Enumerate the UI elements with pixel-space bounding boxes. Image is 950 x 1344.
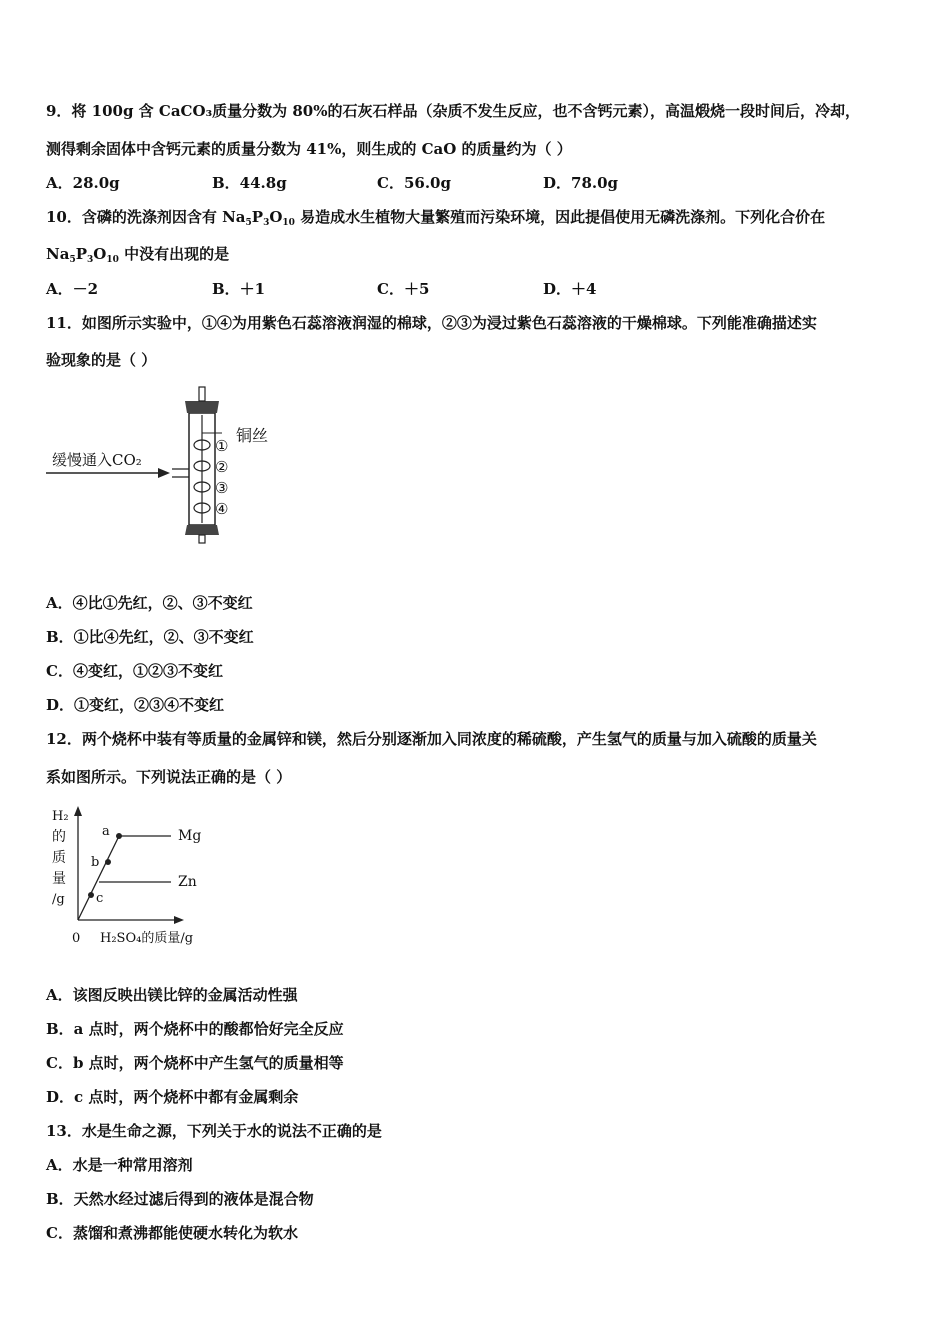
y-label-de: 的 — [52, 829, 66, 845]
y-label-liang: 量 — [52, 871, 66, 887]
q10-stem-line2: $Na_5P_3O_{10}$ 中没有出现的是 — [46, 245, 230, 265]
q11-stem-line2: 验现象的是（ ） — [46, 351, 157, 369]
inlet-arrow-icon — [158, 468, 170, 478]
ball-label-1: ① — [215, 437, 229, 455]
q11-option-a: A．④比①先红，②、③不变红 — [46, 594, 253, 612]
q11-stem-line1: 11．如图所示实验中，①④为用紫色石蕊溶液润湿的棉球，②③为浸过紫色石蕊溶液的干燥棉球。下列能准确描述实 — [46, 314, 817, 332]
q9-option-a: A．28.0g — [46, 174, 120, 192]
q11-option-c: C．④变红，①②③不变红 — [46, 662, 223, 680]
q9-option-c: C．56.0g — [377, 174, 451, 192]
origin-label: 0 — [72, 931, 81, 946]
y-label-unit: /g — [52, 892, 65, 907]
point-label-b: b — [91, 855, 100, 870]
q13-option-a: A．水是一种常用溶剂 — [46, 1156, 193, 1174]
y-label-h2: H₂ — [52, 809, 69, 824]
point-label-c: c — [96, 891, 104, 906]
point-b — [105, 859, 111, 865]
q9-stem-line2: 测得剩余固体中含钙元素的质量分数为 41%，则生成的 CaO 的质量约为（ ） — [46, 140, 572, 158]
q12-option-d: D．c 点时，两个烧杯中都有金属剩余 — [46, 1088, 299, 1106]
q13-option-c: C．蒸馏和煮沸都能使硬水转化为软水 — [46, 1224, 298, 1242]
q12-stem-line1: 12．两个烧杯中装有等质量的金属锌和镁，然后分别逐渐加入同浓度的稀硫酸，产生氢气的质量与加入硫酸的质量关 — [46, 730, 817, 748]
ball-label-2: ② — [215, 458, 229, 476]
q12-hydrogen-chart — [46, 800, 226, 950]
ball-label-3: ③ — [215, 479, 229, 497]
series-label-zn: Zn — [178, 874, 197, 890]
top-stopper — [185, 401, 219, 413]
y-axis-arrow-icon — [74, 806, 82, 816]
shared-rise-line — [78, 836, 119, 920]
point-a — [116, 833, 122, 839]
q10-option-b: B．＋1 — [212, 280, 266, 298]
point-c — [88, 892, 94, 898]
q11-option-d: D．①变红，②③④不变红 — [46, 696, 225, 714]
q9-option-b: B．44.8g — [212, 174, 287, 192]
q10-option-a: A．－2 — [46, 280, 99, 298]
q11-option-b: B．①比④先红，②、③不变红 — [46, 628, 254, 646]
q11-apparatus-figure — [46, 385, 286, 545]
q12-option-a: A．该图反映出镁比锌的金属活动性强 — [46, 986, 298, 1004]
point-label-a: a — [102, 824, 110, 839]
wire-label: 铜丝 — [236, 426, 269, 445]
q13-option-b: B．天然水经过滤后得到的液体是混合物 — [46, 1190, 314, 1208]
q12-option-b: B．a 点时，两个烧杯中的酸都恰好完全反应 — [46, 1020, 344, 1038]
q12-stem-line2: 系如图所示。下列说法正确的是（ ） — [46, 768, 292, 786]
q10-option-d: D．＋4 — [543, 280, 597, 298]
x-axis-label: H₂SO₄的质量/g — [100, 931, 194, 946]
q12-option-c: C．b 点时，两个烧杯中产生氢气的质量相等 — [46, 1054, 344, 1072]
q10-option-c: C．＋5 — [377, 280, 430, 298]
y-label-zhi: 质 — [52, 850, 66, 866]
series-label-mg: Mg — [178, 828, 202, 844]
ball-label-4: ④ — [215, 500, 229, 518]
x-axis-arrow-icon — [174, 916, 184, 924]
q9-option-d: D．78.0g — [543, 174, 619, 192]
q13-stem-line1: 13．水是生命之源，下列关于水的说法不正确的是 — [46, 1122, 382, 1140]
bottom-stopper — [185, 525, 219, 535]
q9-stem-line1: 9．将 100g 含 CaCO₃质量分数为 80%的石灰石样品（杂质不发生反应，也不含钙元素），高温煅烧一段时间后，冷却， — [46, 102, 860, 120]
top-pipe — [199, 387, 205, 401]
inlet-label: 缓慢通入CO₂ — [52, 451, 142, 469]
q10-stem-line1: 10．含磷的洗涤剂因含有 $Na_5P_3O_{10}$ 易造成水生植物大量繁殖而污染环境，因此提倡使用无磷洗涤剂。下列化合价在 — [46, 208, 826, 228]
bottom-pipe — [199, 535, 205, 543]
